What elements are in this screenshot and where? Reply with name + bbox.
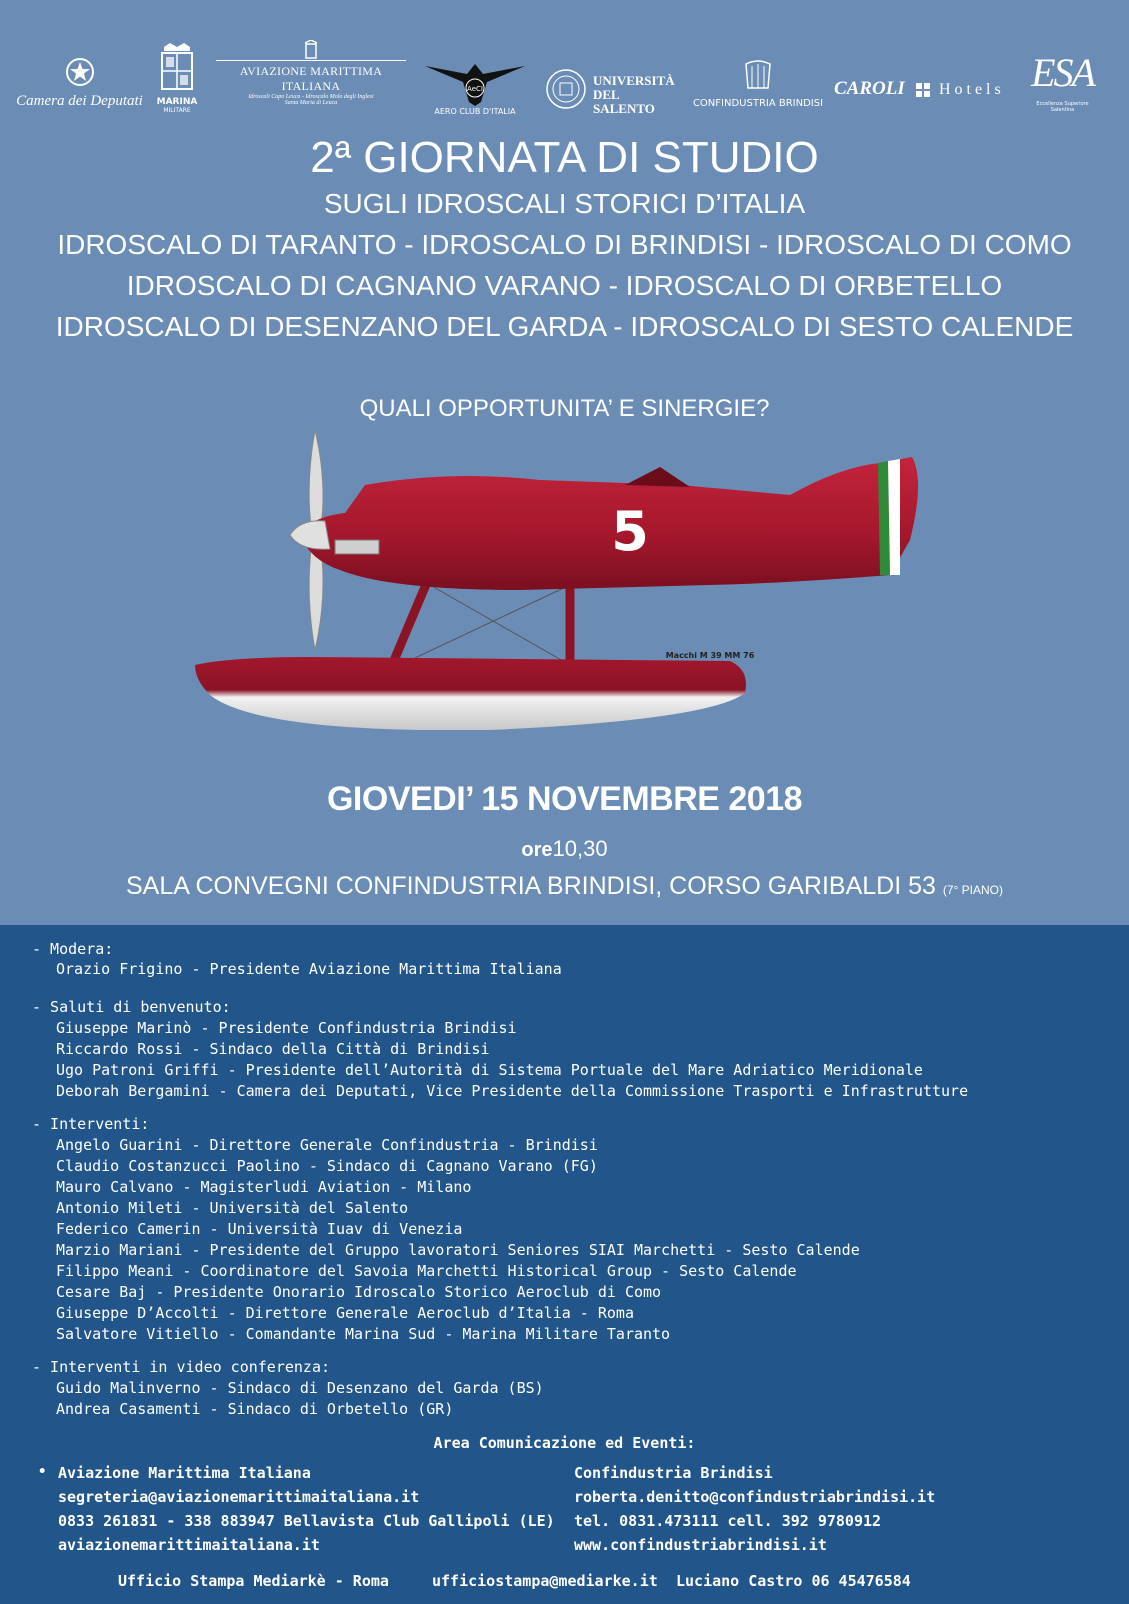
talks-heading: - Interventi: <box>32 1115 150 1133</box>
tail-green <box>878 461 890 575</box>
emblem-icon <box>63 55 97 89</box>
talk-item: Federico Camerin - Università Iuav di Venezia <box>56 1220 463 1238</box>
time-label: ore <box>521 839 553 861</box>
talk-item: Angelo Guarini - Direttore Generale Confindustria - Brindisi <box>56 1136 598 1154</box>
ami-sub1: Idroscali Capo Leuca - Idroscalo Molo degli Inglesi <box>248 94 374 100</box>
crest-icon <box>302 40 320 60</box>
float <box>195 657 746 730</box>
welcome-item: Riccardo Rossi - Sindaco della Città di Brindisi <box>56 1040 490 1058</box>
spinner <box>290 521 330 549</box>
page-title: 2ª GIORNATA DI STUDIO <box>310 133 819 182</box>
video-item: Andrea Casamenti - Sindaco di Orbetello (GR) <box>56 1400 454 1418</box>
talk-item: Giuseppe D’Accolti - Direttore Generale Aeroclub d’Italia - Roma <box>56 1304 634 1322</box>
marina-militare-logo <box>156 43 198 114</box>
contact-left-phone: 0833 261831 - 338 883947 Bellavista Club Gallipoli (LE) <box>58 1512 555 1530</box>
bullet-icon: • <box>38 1464 47 1480</box>
venue-label: SALA CONVEGNI CONFINDUSTRIA BRINDISI, CORSO GARIBALDI 53 <box>126 872 936 900</box>
marina-label: MARINA <box>156 97 198 107</box>
question-heading: QUALI OPPORTUNITA’ E SINERGIE? <box>359 395 770 422</box>
moderator-name: Orazio Frigino - Presidente Aviazione Marittima Italiana <box>56 960 562 978</box>
talk-item: Antonio Mileti - Università del Salento <box>56 1199 409 1217</box>
welcome-item: Ugo Patroni Griffi - Presidente dell’Autorità di Sistema Portuale del Mare Adriatico Meridionale <box>56 1061 923 1079</box>
contact-right-phone: tel. 0831.473111 cell. 392 9780912 <box>574 1512 882 1530</box>
contact-left-name: Aviazione Marittima Italiana <box>58 1464 311 1482</box>
plane-caption: Macchi M 39 MM 76 <box>665 651 755 660</box>
confindustria-label: CONFINDUSTRIA BRINDISI <box>692 98 824 109</box>
unisalento-line2: DEL SALENTO <box>593 87 655 116</box>
event-venue <box>0 872 1129 901</box>
fuselage <box>300 457 918 590</box>
caroli-hotels-logo <box>834 78 1019 100</box>
contact-left-email[interactable]: segreteria@aviazionemarittimaitaliana.it <box>58 1488 420 1506</box>
talk-item: Marzio Mariani - Presidente del Gruppo lavoratori Seniores SIAI Marchetti - Sesto Calende <box>56 1241 860 1259</box>
aeroclub-label: AERO CLUB D'ITALIA <box>434 107 516 116</box>
logo-row <box>0 40 1129 130</box>
race-number: 5 <box>611 500 649 563</box>
esa-logo <box>1025 45 1100 113</box>
aeroclub-logo <box>425 62 525 116</box>
contacts-heading: Area Comunicazione ed Eventi: <box>433 1434 696 1452</box>
ami-logo <box>216 60 406 106</box>
camera-deputati-logo <box>12 55 147 110</box>
unisalento-line1: UNIVERSITÀ <box>593 73 675 88</box>
exhaust-vent <box>335 540 379 554</box>
strut-front <box>390 575 430 670</box>
seal-icon <box>545 68 587 110</box>
talk-item: Filippo Meani - Coordinatore del Savoia Marchetti Historical Group - Sesto Calende <box>56 1262 797 1280</box>
video-heading: - Interventi in video conferenza: <box>32 1358 331 1376</box>
idroscali-line-2: IDROSCALO DI CAGNANO VARANO - IDROSCALO DI ORBETELLO <box>126 270 1003 301</box>
venue-floor: (7° PIANO) <box>942 883 1003 897</box>
program-panel <box>0 925 1129 1604</box>
idroscali-line-1: IDROSCALO DI TARANTO - IDROSCALO DI BRINDISI - IDROSCALO DI COMO <box>57 229 1072 260</box>
welcome-item: Giuseppe Marinò - Presidente Confindustria Brindisi <box>56 1019 517 1037</box>
confindustria-mark-icon <box>738 60 778 94</box>
contact-left-web[interactable]: aviazionemarittimaitaliana.it <box>58 1536 320 1554</box>
esa-sub: Eccellenza Superiore Salentina <box>1036 101 1089 113</box>
tail-white <box>888 459 900 575</box>
hotels-label: Hotels <box>938 81 1005 98</box>
moderator-heading: - Modera: <box>32 940 114 958</box>
caroli-icon <box>916 83 930 97</box>
contact-right-email[interactable]: roberta.denitto@confindustriabrindisi.it <box>574 1488 936 1506</box>
aeroclub-mark: AeCI <box>467 85 483 93</box>
talk-item: Salvatore Vitiello - Comandante Marina Sud - Marina Militare Taranto <box>56 1325 671 1343</box>
press-office: Ufficio Stampa Mediarkè - Roma <box>118 1572 389 1590</box>
cockpit <box>625 467 690 487</box>
idroscali-line-3: IDROSCALO DI DESENZANO DEL GARDA - IDROSCALO DI SESTO CALENDE <box>55 311 1074 342</box>
seaplane-illustration <box>190 425 940 755</box>
welcome-item: Deborah Bergamini - Camera dei Deputati, Vice Presidente della Commissione Trasporti e Infrastrutture <box>56 1082 969 1100</box>
camera-label: Camera dei Deputati <box>16 93 143 109</box>
ami-sub2: Santa Maria di Leuca <box>284 100 338 106</box>
ami-title: AVIAZIONE MARITTIMA ITALIANA <box>239 64 383 93</box>
welcome-heading: - Saluti di benvenuto: <box>32 998 231 1016</box>
press-contact: Luciano Castro 06 45476584 <box>676 1572 911 1590</box>
page-subtitle: SUGLI IDROSCALI STORICI D’ITALIA <box>323 188 806 219</box>
event-date: GIOVEDI’ 15 NOVEMBRE 2018 <box>326 780 803 818</box>
contact-right-name: Confindustria Brindisi <box>574 1464 773 1482</box>
video-item: Guido Malinverno - Sindaco di Desenzano del Garda (BS) <box>56 1379 544 1397</box>
eagle-icon <box>425 62 525 106</box>
esa-label: ESA <box>1031 50 1094 95</box>
contact-right-web[interactable]: www.confindustriabrindisi.it <box>574 1536 827 1554</box>
shield-icon <box>158 43 196 95</box>
confindustria-logo <box>688 60 828 109</box>
event-time <box>0 836 1129 862</box>
time-value: 10,30 <box>552 836 608 861</box>
wire-1 <box>430 585 570 665</box>
press-email[interactable]: ufficiostampa@mediarke.it <box>432 1572 658 1590</box>
marina-sub-label: MILITARE <box>163 107 191 114</box>
caroli-label: CAROLI <box>834 78 905 99</box>
talk-item: Claudio Costanzucci Paolino - Sindaco di Cagnano Varano (FG) <box>56 1157 598 1175</box>
talk-item: Cesare Baj - Presidente Onorario Idroscalo Storico Aeroclub di Como <box>56 1283 662 1301</box>
talk-item: Mauro Calvano - Magisterludi Aviation - Milano <box>56 1178 472 1196</box>
